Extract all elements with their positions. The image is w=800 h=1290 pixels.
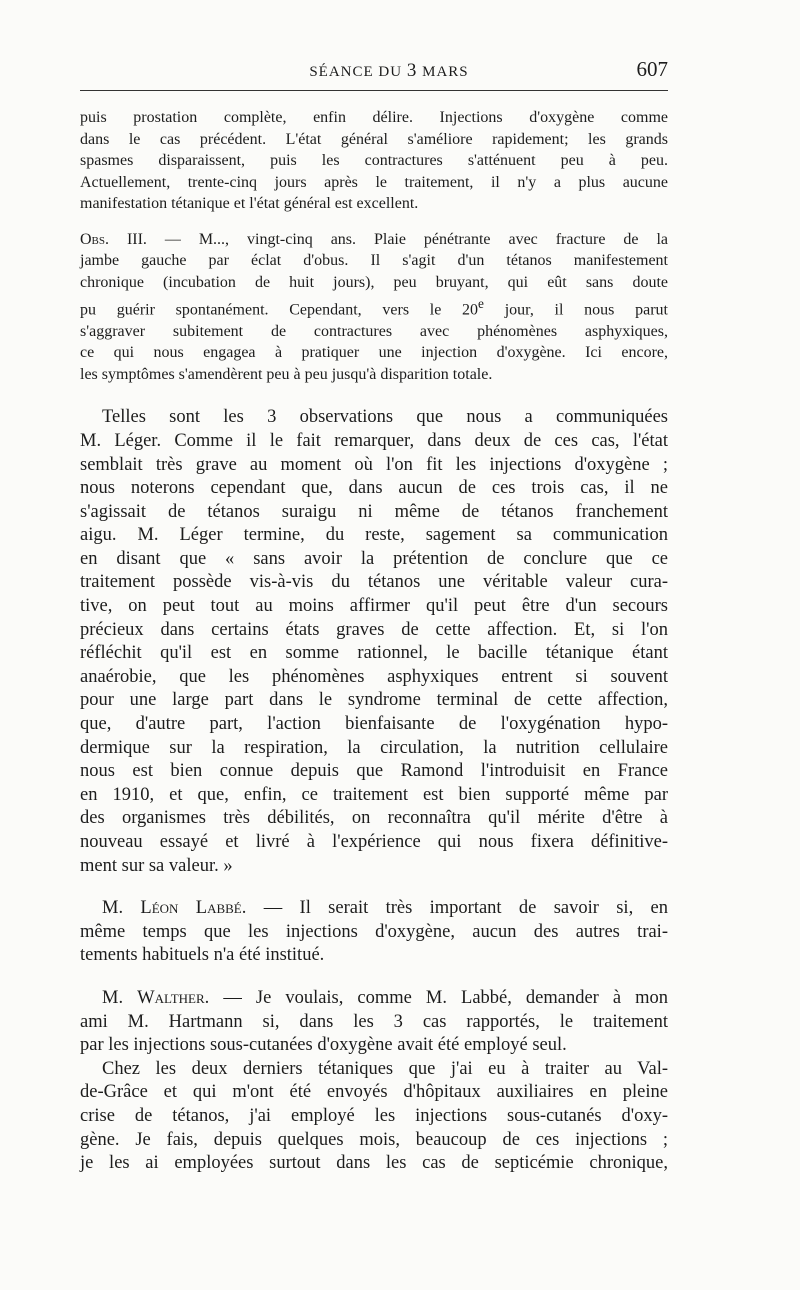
text-line: tements habituels n'a été institué. [80, 945, 325, 966]
running-title-num: 3 [406, 60, 418, 81]
speaker-name: Walther. [137, 987, 210, 1008]
text-line: chronique (incubation de huit jours), peu bruyant, qui eût sans doute [80, 273, 668, 291]
running-title [80, 60, 668, 82]
text-line: nouveau essayé et livré à l'expérience qui nous fixera définitive- [80, 832, 668, 853]
paragraph-walther [80, 987, 668, 1058]
text-line: semblait très grave au moment où l'on fit les injections d'oxygène ; [80, 454, 668, 475]
text-line: Chez les deux derniers tétaniques que j'ai eu à traiter au Val- [102, 1058, 668, 1079]
text-line: que, d'autre part, l'action bienfaisante de l'oxygénation hypo- [80, 714, 668, 735]
text-line [80, 229, 668, 251]
text-line: traitement possède vis-à-vis du tétanos une véritable valeur cura- [80, 572, 668, 593]
running-title-post: MARS [417, 64, 469, 80]
paragraph-chez [80, 1058, 668, 1176]
text-line: en disant que « sans avoir la prétention de conclure que ce [80, 548, 668, 569]
text-span: jour, il nous parut [483, 301, 668, 319]
text-line: nous est bien connue depuis que Ramond l'introduisit en France [80, 761, 668, 782]
running-title-pre: SÉANCE DU [309, 64, 407, 80]
text-line: s'agissait de tétanos suraigu ni même de tétanos franchement [80, 501, 668, 522]
text-line: je les ai employées surtout dans les cas de septicémie chronique, [80, 1153, 668, 1174]
header-rule [80, 90, 668, 91]
page-number: 607 [636, 57, 668, 81]
text-line: dans le cas précédent. L'état général s'améliore rapidement; les grands [80, 130, 668, 148]
text-line: M. Léger. Comme il le fait remarquer, dans deux de ces cas, l'état [80, 430, 668, 451]
text-line: spasmes disparaissent, puis les contractures s'atténuent peu à peu. [80, 152, 668, 169]
text-line: ami M. Hartmann si, dans les 3 cas rapportés, le traitement [80, 1011, 668, 1032]
text-line: en 1910, et que, enfin, ce traitement est bien supporté même par [80, 784, 668, 805]
text-span: — Je voulais, comme M. Labbé, demander à mon [209, 987, 669, 1008]
text-line: pour une large part dans le syndrome terminal de cette affection, [80, 690, 668, 711]
ordinal-superscript: e [478, 296, 484, 311]
text-line: dermique sur la respiration, la circulation, la nutrition cellulaire [80, 737, 668, 758]
text-line: tive, on peut tout au moins affirmer qu'il peut être d'un secours [80, 596, 668, 617]
text-line: anaérobie, que les phénomènes asphyxiques entrent si souvent [80, 666, 668, 687]
running-head [80, 58, 668, 86]
text-line: les symptômes s'amendèrent peu à peu jusqu'à disparition totale. [80, 365, 493, 383]
speaker-prefix: M. [102, 987, 138, 1008]
text-span: — Il serait très important de savoir si, en [246, 898, 668, 919]
speaker-prefix: M. [102, 898, 141, 919]
speaker-name: Léon Labbé. [140, 898, 247, 919]
text-line: manifestation tétanique et l'état général est excellent. [80, 195, 419, 212]
text-line: jambe gauche par éclat d'obus. Il s'agit d'un tétanos manifestement [80, 252, 668, 269]
text-line: ment sur sa valeur. » [80, 855, 233, 876]
text-line: aigu. M. Léger termine, du reste, sagement sa communication [80, 525, 668, 546]
text-line: Telles sont les 3 observations que nous a communiquées [102, 407, 668, 428]
text-line: Actuellement, trente-cinq jours après le traitement, il n'y a plus aucune [80, 173, 668, 191]
paragraph-telles [80, 406, 668, 878]
text-line [80, 897, 668, 921]
text-line: de-Grâce et qui m'ont été envoyés d'hôpitaux auxiliaires en pleine [80, 1082, 668, 1103]
paragraph-labbe [80, 897, 668, 968]
text-line: des organismes très débilités, on reconnaîtra qu'il mérite d'être à [80, 808, 668, 829]
text-line: précieux dans certains états graves de cette affection. Et, si l'on [80, 619, 668, 640]
text-line: ce qui nous engagea à pratiquer une injection d'oxygène. Ici encore, [80, 344, 668, 362]
text-line: même temps que les injections d'oxygène, aucun des autres trai- [80, 921, 668, 942]
text-line: gène. Je fais, depuis quelques mois, beaucoup de ces injections ; [80, 1129, 668, 1150]
text-line: nous noterons cependant que, dans aucun de ces trois cas, il ne [80, 478, 668, 499]
page [80, 58, 668, 1176]
text-span: — M..., vingt-cinq ans. Plaie pénétrante avec fracture de la [146, 230, 668, 248]
text-line [80, 987, 668, 1011]
text-line: par les injections sous-cutanées d'oxygène avait été employé seul. [80, 1035, 567, 1056]
text-line: réfléchit qu'il est en somme rationnel, le bacille tétanique étant [80, 643, 668, 664]
text-line: puis prostation complète, enfin délire. Injections d'oxygène comme [80, 109, 668, 126]
observation-label: Obs. III. [80, 230, 147, 248]
text-line [80, 293, 668, 321]
observation-3 [80, 229, 668, 386]
text-line: crise de tétanos, j'ai employé les injections sous-cutanés d'oxy- [80, 1105, 668, 1126]
observation-continuation [80, 107, 668, 215]
text-line: s'aggraver subitement de contractures avec phénomènes asphyxiques, [80, 322, 668, 340]
text-span: pu guérir spontanément. Cependant, vers le 20 [80, 301, 479, 319]
